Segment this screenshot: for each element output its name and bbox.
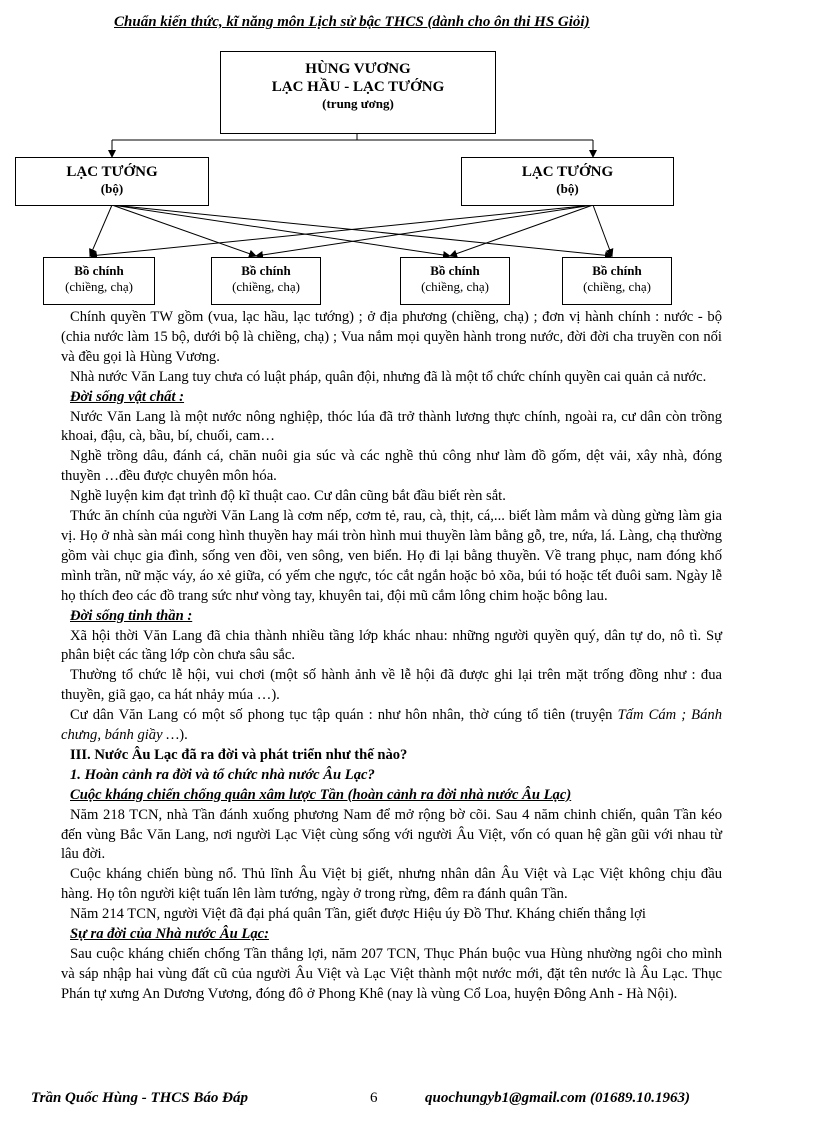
connector-arrow [90,205,112,256]
paragraph [61,706,722,746]
box-subtitle: (bộ) [556,181,579,196]
section-heading: Cuộc kháng chiến chống quân xâm lược Tần (hoàn cảnh ra đời nhà nước Âu Lạc) [70,786,572,803]
box-title: LẠC TƯỚNG [66,164,158,180]
paragraph: Năm 214 TCN, người Việt đã đại phá quân Tần, giết được Hiệu úy Đồ Thư. Kháng chiến thắng lợi [70,906,646,923]
paragraph: Nước Văn Lang là một nước nông nghiệp, thóc lúa đã trở thành lương thực chính, ngoài ra, cư dân còn trồng khoai, đậu, cà, bầu, bí, chuối, cam… [61,408,722,445]
connector-arrow [90,205,593,256]
box-title: Bồ chính [241,263,291,278]
document-header: Chuẩn kiến thức, kĩ năng môn Lịch sử bậc THCS (dành cho ôn thi HS Giỏi) [114,14,590,30]
connector-arrow [256,205,593,256]
footer-author: Trần Quốc Hùng - THCS Báo Đáp [31,1090,248,1106]
box-bo-chinh-3 [400,257,510,305]
box-lac-tuong-left [15,157,209,206]
section-heading: Sự ra đời của Nhà nước Âu Lạc: [70,926,269,943]
paragraph: Năm 218 TCN, nhà Tần đánh xuống phương Nam để mở rộng bờ cõi. Sau 4 năm chinh chiến, quân Tần kéo đến vùng Bắc Văn Lang, nơi người Lạc Việt cùng sống với người Âu Việt, vốn có quan hệ gần gũi với nhau từ lâu đời. [61,806,722,863]
box-bo-chinh-1 [43,257,155,305]
box-subtitle: (chiềng, chạ) [232,278,300,294]
paragraph: Chính quyền TW gồm (vua, lạc hầu, lạc tướng) ; ở địa phương (chiềng, chạ) ; đơn vị hành chính : nước - bộ (chia nước làm 15 bộ, dưới bộ là chiềng, chạ) ; Vua nắm mọi quyền hành trong nước, đời đời cha truyền con nối và đều gọi là Hùng Vương. [61,309,722,365]
section-heading: Đời sống tinh thần : [70,607,193,624]
paragraph: Nhà nước Văn Lang tuy chưa có luật pháp, quân đội, nhưng đã là một tổ chức chính quyền cai quản cả nước. [70,368,707,385]
section-heading: Đời sống vật chất : [70,388,185,405]
paragraph: Nghề trồng dâu, đánh cá, chăn nuôi gia súc và các nghề thủ công như làm đồ gốm, dệt vải, xây nhà, đóng thuyền …đều được chuyên môn hóa. [61,448,722,485]
story-titles: Tấm Cám ; Bánh chưng, bánh giầy … [61,707,722,744]
box-subtitle: (chiềng, chạ) [421,278,489,294]
box-line: HÙNG VƯƠNG [305,61,411,77]
box-hung-vuong [220,51,496,134]
box-title: Bồ chính [74,263,124,278]
box-bo-chinh-4 [562,257,672,305]
box-lac-tuong-right [461,157,674,206]
box-subtitle: (chiềng, chạ) [65,278,133,294]
paragraph: Sau cuộc kháng chiến chống Tần thắng lợi, năm 207 TCN, Thục Phán buộc vua Hùng nhường ngôi cho mình và sáp nhập hai vùng đất cũ của người Âu Việt và Lạc Việt thành một nước mới, đặt tên nước là Âu Lạc. Thục Phán tự xưng An Dương Vương, đóng đô ở Phong Khê (nay là vùng Cổ Loa, huyện Đông Anh - Hà Nội). [61,946,722,1002]
connector-arrow [450,205,593,256]
paragraph: Nghề luyện kim đạt trình độ kĩ thuật cao. Cư dân cũng bắt đầu biết rèn sắt. [70,488,506,505]
footer-page-number: 6 [370,1090,378,1106]
connector-arrow [112,205,612,256]
text-run: ). [179,727,188,744]
footer-contact: quochungyb1@gmail.com (01689.10.1963) [425,1090,690,1106]
paragraph: Thức ăn chính của người Văn Lang là cơm nếp, cơm tẻ, rau, cà, thịt, cá,... biết làm mắm và dùng gừng làm gia vị. Họ ở nhà sàn mái cong hình thuyền hay mái tròn hình mui thuyền làm bằng gỗ, tre, nứa, lá. Làng, chạ thường gồm vài chục gia đình, sống ven đồi, ven sông, ven biển. Họ đi lại bằng thuyền. Về trang phục, nam đóng khố mình trần, nữ mặc váy, áo xẻ giữa, có yếm che ngực, tóc cắt ngắn hoặc bỏ xõa, búi tó hoặc tết đuôi sam. Ngày lễ họ thích đeo các đồ trang sức như vòng tay, khuyên tai, đội mũ cắm lông chim hoặc bông lau. [61,508,722,604]
box-title: Bồ chính [430,263,480,278]
box-line: LẠC HẦU - LẠC TƯỚNG [271,79,445,95]
text-run: Cư dân Văn Lang có một số phong tục tập quán : như hôn nhân, thờ cúng tổ tiên (truyện [70,707,618,724]
connector-arrow [112,205,256,256]
paragraph: Xã hội thời Văn Lang đã chia thành nhiều tầng lớp khác nhau: những người quyền quý, dân tự do, nô tì. Sự phân biệt các tầng lớp còn chưa sâu sắc. [61,627,722,664]
connector-arrow [593,205,612,256]
box-title: Bồ chính [592,263,642,278]
subsection-heading: 1. Hoàn cảnh ra đời và tổ chức nhà nước Âu Lạc? [70,766,375,783]
paragraph: Thường tổ chức lễ hội, vui chơi (một số hành ảnh về lễ hội đã được ghi lại trên mặt trống đồng như : đua thuyền, giã gạo, ca hát nhảy múa …). [61,667,722,704]
box-line: (trung ương) [322,96,394,111]
box-bo-chinh-2 [211,257,321,305]
chapter-heading: III. Nước Âu Lạc đã ra đời và phát triển như thế nào? [70,746,408,763]
connector-arrow [112,205,450,256]
paragraph: Cuộc kháng chiến bùng nổ. Thủ lĩnh Âu Việt bị giết, nhưng nhân dân Âu Việt và Lạc Việt không chịu đầu hàng. Họ tôn người kiệt tuấn lên làm tướng, ngày ở trong rừng, đêm ra đánh quân Tần. [61,866,722,903]
box-subtitle: (chiềng, chạ) [583,278,651,294]
document-body [61,308,722,1005]
box-subtitle: (bộ) [100,181,124,196]
box-title: LẠC TƯỚNG [521,164,614,180]
